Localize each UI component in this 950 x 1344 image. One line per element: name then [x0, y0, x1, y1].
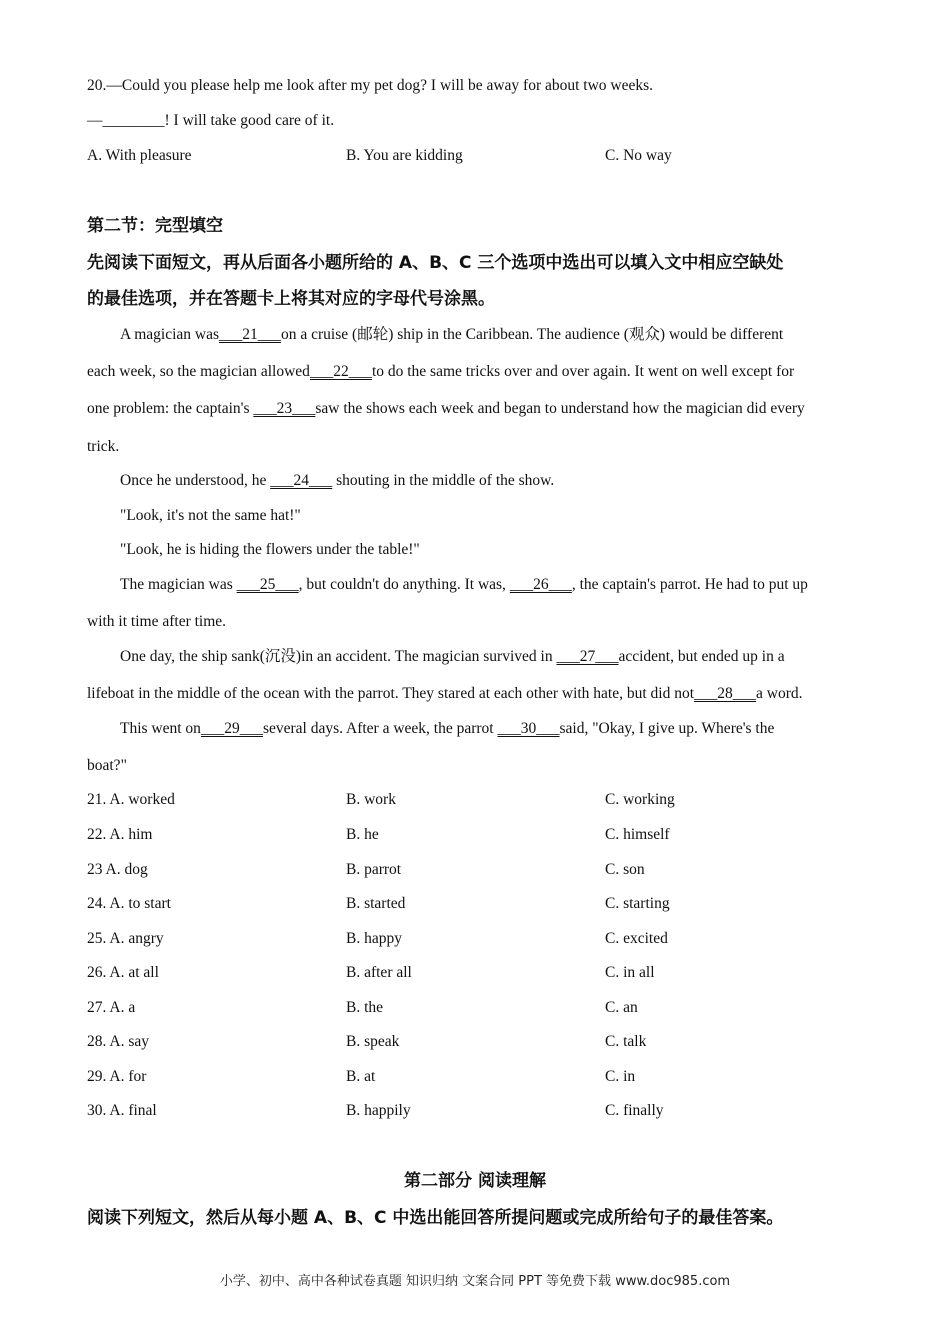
- passage-text: Once he understood, he: [120, 472, 271, 489]
- blank-21: ___21___: [219, 326, 282, 343]
- choice-27-c: C. an: [605, 999, 638, 1016]
- choice-22-c: C. himself: [605, 826, 670, 843]
- q20-question: 20.—Could you please help me look after my pet dog? I will be away for about two weeks.: [87, 77, 654, 94]
- passage-line: [120, 719, 774, 739]
- passage-text: , but couldn't do anything. It was,: [298, 576, 510, 593]
- passage-text: each week, so the magician allowed: [87, 363, 310, 380]
- choice-23-b: B. parrot: [346, 861, 402, 878]
- choice-26-b: B. after all: [346, 964, 412, 981]
- choice-28-a: 28. A. say: [87, 1033, 149, 1050]
- blank-26: ___26___: [509, 576, 572, 593]
- blank-27: ___27___: [556, 648, 619, 665]
- passage-text: accident, but ended up in a: [618, 648, 785, 665]
- passage-text: The magician was: [120, 576, 237, 593]
- choice-23-c: C. son: [605, 861, 645, 878]
- passage-line: trick.: [87, 438, 120, 455]
- blank-22: ___22___: [309, 363, 372, 380]
- blank-28: ___28___: [694, 685, 757, 702]
- q20-option-b: B. You are kidding: [346, 147, 463, 164]
- passage-text: This went on: [120, 720, 201, 737]
- passage-line: with it time after time.: [87, 613, 227, 630]
- choice-28-b: B. speak: [346, 1033, 400, 1050]
- choice-24-b: B. started: [346, 895, 406, 912]
- choice-22-b: B. he: [346, 826, 379, 843]
- passage-text: One day, the ship sank(沉没)in an accident. The magician survived in: [120, 648, 557, 665]
- passage-line: [120, 575, 808, 595]
- blank-24: ___24___: [270, 472, 333, 489]
- q20-response: —________! I will take good care of it.: [87, 112, 335, 129]
- choice-24-a: 24. A. to start: [87, 895, 171, 912]
- choice-26-c: C. in all: [605, 964, 655, 981]
- choice-24-c: C. starting: [605, 895, 670, 912]
- choice-30-b: B. happily: [346, 1102, 411, 1119]
- choice-26-a: 26. A. at all: [87, 964, 159, 981]
- passage-text: , the captain's parrot. He had to put up: [571, 576, 808, 593]
- part2-title: 第二部分 阅读理解: [404, 1171, 546, 1191]
- choice-29-a: 29. A. for: [87, 1068, 147, 1085]
- passage-text: lifeboat in the middle of the ocean with the parrot. They stared at each other with hate, but did not: [87, 685, 695, 702]
- section-instruction-line2: 的最佳选项，并在答题卡上将其对应的字母代号涂黑。: [87, 289, 495, 309]
- choice-28-c: C. talk: [605, 1033, 647, 1050]
- section-title: 第二节：完型填空: [87, 216, 223, 236]
- blank-25: ___25___: [236, 576, 299, 593]
- passage-text: to do the same tricks over and over again. It went on well except for: [371, 363, 795, 380]
- passage-text: on a cruise (邮轮) ship in the Caribbean. The audience (观众) would be different: [281, 326, 784, 343]
- passage-text: saw the shows each week and began to understand how the magician did every: [315, 400, 805, 417]
- passage-line: [120, 325, 783, 345]
- passage-line: "Look, he is hiding the flowers under the table!": [120, 541, 420, 558]
- passage-text: several days. After a week, the parrot: [262, 720, 498, 737]
- choice-29-b: B. at: [346, 1068, 376, 1085]
- q20-option-c: C. No way: [605, 147, 672, 164]
- choice-25-c: C. excited: [605, 930, 668, 947]
- choice-30-a: 30. A. final: [87, 1102, 157, 1119]
- passage-line: boat?": [87, 757, 127, 774]
- section-instruction-line1: 先阅读下面短文，再从后面各小题所给的 A、B、C 三个选项中选出可以填入文中相应空缺处: [87, 253, 784, 273]
- choice-30-c: C. finally: [605, 1102, 664, 1119]
- choice-25-a: 25. A. angry: [87, 930, 164, 947]
- part2-instruction: 阅读下列短文，然后从每小题 A、B、C 中选出能回答所提问题或完成所给句子的最佳答案。: [87, 1208, 784, 1228]
- q20-option-a: A. With pleasure: [87, 147, 192, 164]
- choice-21-a: 21. A. worked: [87, 791, 175, 808]
- blank-23: ___23___: [253, 400, 316, 417]
- blank-30: ___30___: [497, 720, 560, 737]
- passage-line: "Look, it's not the same hat!": [120, 507, 301, 524]
- passage-line: [120, 471, 554, 491]
- passage-line: [87, 399, 805, 419]
- passage-text: said, "Okay, I give up. Where's the: [559, 720, 775, 737]
- passage-line: [87, 684, 803, 704]
- passage-text: a word.: [756, 685, 803, 702]
- passage-line: [120, 647, 785, 667]
- choice-21-b: B. work: [346, 791, 396, 808]
- passage-text: one problem: the captain's: [87, 400, 254, 417]
- choice-25-b: B. happy: [346, 930, 402, 947]
- page-footer: 小学、初中、高中各种试卷真题 知识归纳 文案合同 PPT 等免费下载 www.doc985.com: [219, 1274, 731, 1289]
- choice-23-a: 23 A. dog: [87, 861, 148, 878]
- choice-27-a: 27. A. a: [87, 999, 136, 1016]
- passage-text: shouting in the middle of the show.: [332, 472, 555, 489]
- choice-27-b: B. the: [346, 999, 384, 1016]
- choice-22-a: 22. A. him: [87, 826, 153, 843]
- choice-29-c: C. in: [605, 1068, 636, 1085]
- passage-text: A magician was: [120, 326, 220, 343]
- blank-29: ___29___: [200, 720, 263, 737]
- choice-21-c: C. working: [605, 791, 675, 808]
- passage-line: [87, 362, 794, 382]
